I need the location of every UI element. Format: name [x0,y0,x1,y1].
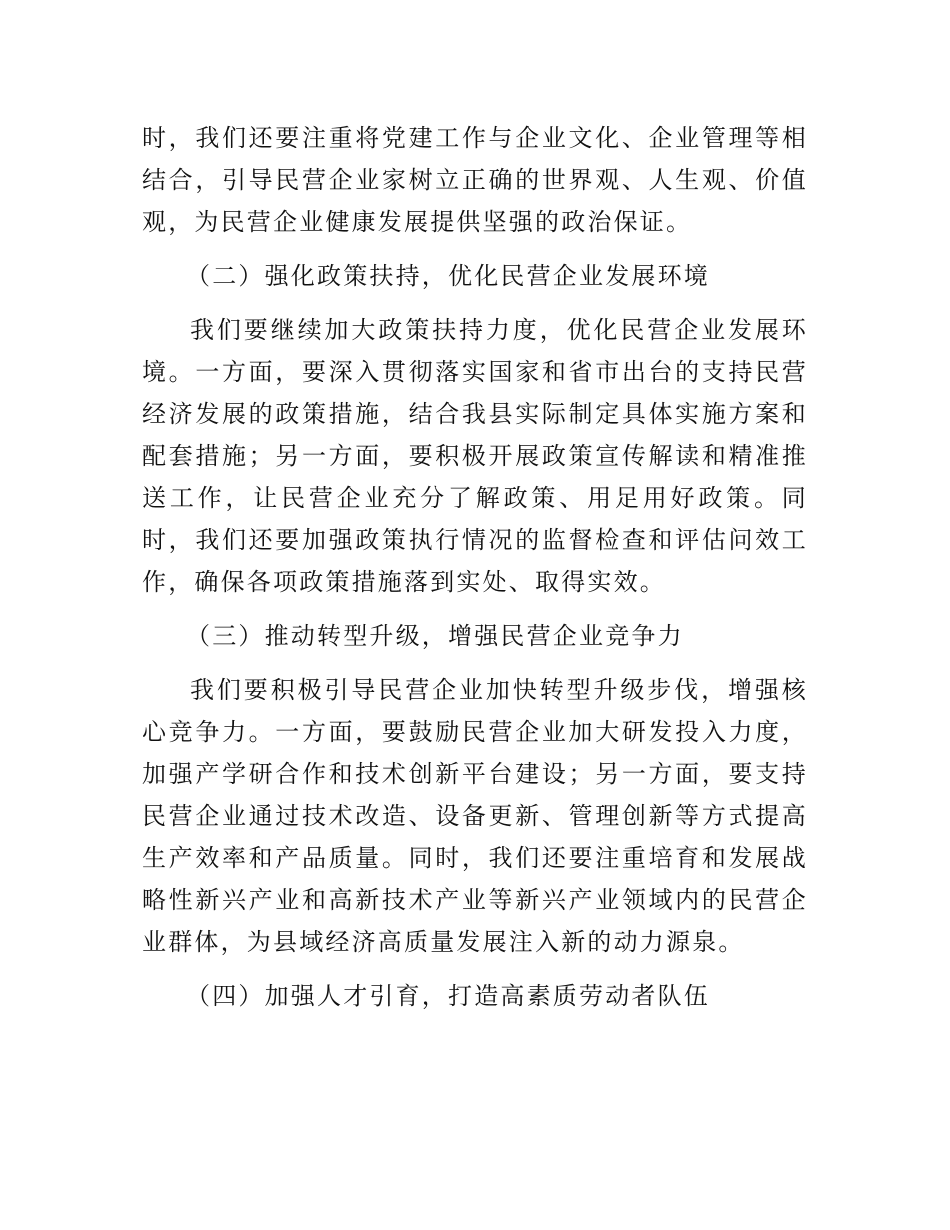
paragraph-policy-support: 我们要继续加大政策扶持力度，优化民营企业发展环境。一方面，要深入贯彻落实国家和省市出台的支持民营经济发展的政策措施，结合我县实际制定具体实施方案和配套措施；另一方面，要积极开展政策宣传解读和精准推送工作，让民营企业充分了解政策、用足用好政策。同时，我们还要加强政策执行情况的监督检查和评估问效工作，确保各项政策措施落到实处、取得实效。 [142,316,808,596]
document-body [142,117,808,1023]
section-heading-3: （三）推动转型升级，增强民营企业竞争力 [186,622,684,650]
section-heading-4: （四）加强人才引育，打造高素质劳动者队伍 [186,982,710,1010]
section-heading-2: （二）强化政策扶持，优化民营企业发展环境 [186,262,710,290]
paragraph-continuation: 时，我们还要注重将党建工作与企业文化、企业管理等相结合，引导民营企业家树立正确的世界观、人生观、价值观，为民营企业健康发展提供坚强的政治保证。 [142,124,808,236]
paragraph-transformation: 我们要积极引导民营企业加快转型升级步伐，增强核心竞争力。一方面，要鼓励民营企业加大研发投入力度，加强产学研合作和技术创新平台建设；另一方面，要支持民营企业通过技术改造、设备更新、管理创新等方式提高生产效率和产品质量。同时，我们还要注重培育和发展战略性新兴产业和高新技术产业等新兴产业领域内的民营企业群体，为县域经济高质量发展注入新的动力源泉。 [142,676,808,956]
